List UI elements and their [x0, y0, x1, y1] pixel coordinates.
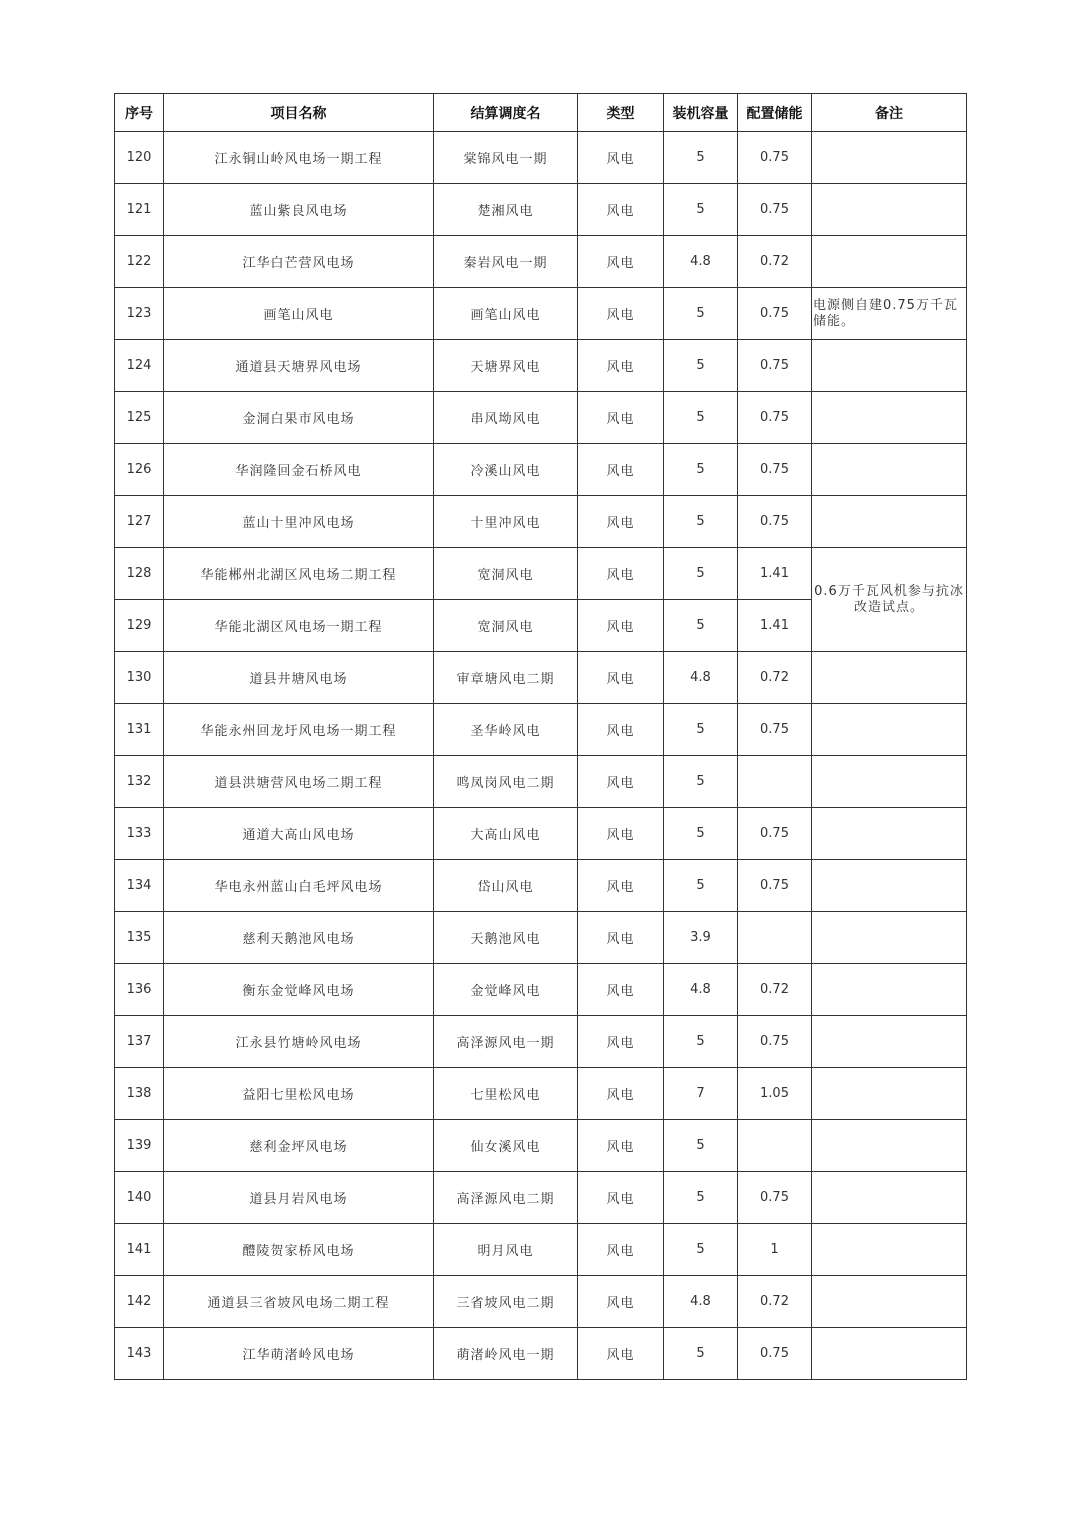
table-row — [115, 184, 967, 236]
project-name: 华润隆回金石桥风电 — [164, 444, 434, 496]
remark-cell — [812, 444, 967, 496]
row-number: 135 — [115, 912, 164, 964]
installed-capacity: 4.8 — [664, 652, 738, 704]
row-number: 123 — [115, 288, 164, 340]
project-type: 风电 — [578, 808, 664, 860]
header-row — [115, 94, 967, 132]
row-number: 133 — [115, 808, 164, 860]
installed-capacity: 5 — [664, 756, 738, 808]
project-name: 江华白芒营风电场 — [164, 236, 434, 288]
dispatch-name: 岱山风电 — [434, 860, 578, 912]
dispatch-name: 楚湘风电 — [434, 184, 578, 236]
header-storage: 配置储能 — [738, 94, 812, 132]
row-number: 139 — [115, 1120, 164, 1172]
dispatch-name: 三省坡风电二期 — [434, 1276, 578, 1328]
installed-capacity: 5 — [664, 600, 738, 652]
dispatch-name: 宽洞风电 — [434, 548, 578, 600]
project-type: 风电 — [578, 756, 664, 808]
dispatch-name: 仙女溪风电 — [434, 1120, 578, 1172]
project-type: 风电 — [578, 704, 664, 756]
table-row — [115, 1276, 967, 1328]
table-row — [115, 444, 967, 496]
installed-capacity: 7 — [664, 1068, 738, 1120]
project-type: 风电 — [578, 1068, 664, 1120]
project-name: 衡东金觉峰风电场 — [164, 964, 434, 1016]
dispatch-name: 大高山风电 — [434, 808, 578, 860]
storage-config — [738, 1120, 812, 1172]
dispatch-name: 明月风电 — [434, 1224, 578, 1276]
row-number: 120 — [115, 132, 164, 184]
row-number: 121 — [115, 184, 164, 236]
table-row — [115, 912, 967, 964]
header-remarks: 备注 — [812, 94, 967, 132]
installed-capacity: 3.9 — [664, 912, 738, 964]
project-type: 风电 — [578, 392, 664, 444]
table-row — [115, 1120, 967, 1172]
table-row — [115, 288, 967, 340]
installed-capacity: 5 — [664, 1120, 738, 1172]
row-number: 141 — [115, 1224, 164, 1276]
table-row — [115, 652, 967, 704]
installed-capacity: 4.8 — [664, 964, 738, 1016]
table-row — [115, 1068, 967, 1120]
storage-config: 1.41 — [738, 600, 812, 652]
row-number: 122 — [115, 236, 164, 288]
installed-capacity: 5 — [664, 184, 738, 236]
row-number: 142 — [115, 1276, 164, 1328]
project-type: 风电 — [578, 1328, 664, 1380]
dispatch-name: 天鹅池风电 — [434, 912, 578, 964]
row-number: 132 — [115, 756, 164, 808]
installed-capacity: 5 — [664, 860, 738, 912]
header-dispatch-name: 结算调度名 — [434, 94, 578, 132]
project-type: 风电 — [578, 652, 664, 704]
row-number: 128 — [115, 548, 164, 600]
project-type: 风电 — [578, 288, 664, 340]
installed-capacity: 5 — [664, 288, 738, 340]
project-name: 慈利天鹅池风电场 — [164, 912, 434, 964]
row-number: 124 — [115, 340, 164, 392]
project-name: 蓝山十里冲风电场 — [164, 496, 434, 548]
table-row — [115, 1172, 967, 1224]
project-type: 风电 — [578, 236, 664, 288]
storage-config: 0.75 — [738, 444, 812, 496]
storage-config: 0.75 — [738, 860, 812, 912]
table-row — [115, 132, 967, 184]
remark-cell — [812, 392, 967, 444]
storage-config: 1.05 — [738, 1068, 812, 1120]
installed-capacity: 4.8 — [664, 236, 738, 288]
remark-cell — [812, 496, 967, 548]
project-type: 风电 — [578, 1276, 664, 1328]
project-name: 华电永州蓝山白毛坪风电场 — [164, 860, 434, 912]
header-no: 序号 — [115, 94, 164, 132]
remark-cell: 电源侧自建0.75万千瓦储能。 — [812, 288, 967, 340]
project-name: 醴陵贺家桥风电场 — [164, 1224, 434, 1276]
project-type: 风电 — [578, 964, 664, 1016]
project-type: 风电 — [578, 1224, 664, 1276]
project-name: 通道大高山风电场 — [164, 808, 434, 860]
remark-cell — [812, 964, 967, 1016]
row-number: 143 — [115, 1328, 164, 1380]
project-type: 风电 — [578, 184, 664, 236]
dispatch-name: 冷溪山风电 — [434, 444, 578, 496]
storage-config: 0.75 — [738, 1328, 812, 1380]
project-type: 风电 — [578, 1120, 664, 1172]
dispatch-name: 天塘界风电 — [434, 340, 578, 392]
dispatch-name: 萌渚岭风电一期 — [434, 1328, 578, 1380]
project-type: 风电 — [578, 548, 664, 600]
project-name: 华能北湖区风电场一期工程 — [164, 600, 434, 652]
row-number: 136 — [115, 964, 164, 1016]
project-type: 风电 — [578, 496, 664, 548]
storage-config: 0.72 — [738, 1276, 812, 1328]
table-row — [115, 1224, 967, 1276]
project-type: 风电 — [578, 912, 664, 964]
project-name: 金洞白果市风电场 — [164, 392, 434, 444]
storage-config — [738, 912, 812, 964]
row-number: 125 — [115, 392, 164, 444]
remark-cell: 0.6万千瓦风机参与抗冰改造试点。 — [812, 548, 967, 652]
row-number: 126 — [115, 444, 164, 496]
storage-config: 0.75 — [738, 1172, 812, 1224]
table-row — [115, 340, 967, 392]
storage-config — [738, 756, 812, 808]
dispatch-name: 金觉峰风电 — [434, 964, 578, 1016]
header-type: 类型 — [578, 94, 664, 132]
project-type: 风电 — [578, 860, 664, 912]
installed-capacity: 5 — [664, 392, 738, 444]
project-name: 蓝山紫良风电场 — [164, 184, 434, 236]
storage-config: 0.72 — [738, 964, 812, 1016]
project-name: 益阳七里松风电场 — [164, 1068, 434, 1120]
project-name: 江永铜山岭风电场一期工程 — [164, 132, 434, 184]
storage-config: 0.75 — [738, 1016, 812, 1068]
dispatch-name: 审章塘风电二期 — [434, 652, 578, 704]
project-name: 通道县三省坡风电场二期工程 — [164, 1276, 434, 1328]
storage-config: 0.75 — [738, 808, 812, 860]
remark-cell — [812, 704, 967, 756]
storage-config: 0.75 — [738, 132, 812, 184]
remark-cell — [812, 652, 967, 704]
dispatch-name: 鸣凤岗风电二期 — [434, 756, 578, 808]
dispatch-name: 画笔山风电 — [434, 288, 578, 340]
installed-capacity: 5 — [664, 132, 738, 184]
project-name: 华能郴州北湖区风电场二期工程 — [164, 548, 434, 600]
dispatch-name: 棠锦风电一期 — [434, 132, 578, 184]
storage-config: 0.75 — [738, 392, 812, 444]
row-number: 129 — [115, 600, 164, 652]
row-number: 134 — [115, 860, 164, 912]
remark-cell — [812, 756, 967, 808]
remark-cell — [812, 1224, 967, 1276]
table-row — [115, 964, 967, 1016]
project-type: 风电 — [578, 1172, 664, 1224]
project-table — [114, 93, 967, 1380]
table-row — [115, 1016, 967, 1068]
row-number: 127 — [115, 496, 164, 548]
project-type: 风电 — [578, 340, 664, 392]
dispatch-name: 七里松风电 — [434, 1068, 578, 1120]
installed-capacity: 5 — [664, 704, 738, 756]
row-number: 131 — [115, 704, 164, 756]
installed-capacity: 5 — [664, 340, 738, 392]
table-row — [115, 860, 967, 912]
project-type: 风电 — [578, 1016, 664, 1068]
installed-capacity: 5 — [664, 444, 738, 496]
table-row — [115, 1328, 967, 1380]
table-row — [115, 548, 967, 600]
installed-capacity: 5 — [664, 1224, 738, 1276]
row-number: 138 — [115, 1068, 164, 1120]
installed-capacity: 5 — [664, 1328, 738, 1380]
project-name: 慈利金坪风电场 — [164, 1120, 434, 1172]
installed-capacity: 5 — [664, 548, 738, 600]
dispatch-name: 圣华岭风电 — [434, 704, 578, 756]
remark-cell — [812, 236, 967, 288]
storage-config: 0.72 — [738, 652, 812, 704]
storage-config: 0.75 — [738, 288, 812, 340]
table-row — [115, 808, 967, 860]
header-capacity: 装机容量 — [664, 94, 738, 132]
row-number: 137 — [115, 1016, 164, 1068]
storage-config: 1.41 — [738, 548, 812, 600]
dispatch-name: 高泽源风电一期 — [434, 1016, 578, 1068]
table-row — [115, 704, 967, 756]
table-row — [115, 392, 967, 444]
project-name: 道县月岩风电场 — [164, 1172, 434, 1224]
remark-cell — [812, 912, 967, 964]
storage-config: 0.72 — [738, 236, 812, 288]
project-name: 通道县天塘界风电场 — [164, 340, 434, 392]
remark-cell — [812, 808, 967, 860]
table-body — [115, 132, 967, 1380]
installed-capacity: 4.8 — [664, 1276, 738, 1328]
project-type: 风电 — [578, 600, 664, 652]
table-row — [115, 496, 967, 548]
installed-capacity: 5 — [664, 1016, 738, 1068]
storage-config: 0.75 — [738, 184, 812, 236]
remark-cell — [812, 1172, 967, 1224]
remark-cell — [812, 1068, 967, 1120]
header-project-name: 项目名称 — [164, 94, 434, 132]
remark-cell — [812, 1016, 967, 1068]
project-name: 江永县竹塘岭风电场 — [164, 1016, 434, 1068]
dispatch-name: 串风坳风电 — [434, 392, 578, 444]
project-name: 道县井塘风电场 — [164, 652, 434, 704]
installed-capacity: 5 — [664, 1172, 738, 1224]
remark-cell — [812, 860, 967, 912]
storage-config: 0.75 — [738, 704, 812, 756]
table-row — [115, 756, 967, 808]
storage-config: 1 — [738, 1224, 812, 1276]
dispatch-name: 宽洞风电 — [434, 600, 578, 652]
remark-cell — [812, 1120, 967, 1172]
project-name: 江华萌渚岭风电场 — [164, 1328, 434, 1380]
project-type: 风电 — [578, 444, 664, 496]
project-name: 华能永州回龙圩风电场一期工程 — [164, 704, 434, 756]
project-name: 画笔山风电 — [164, 288, 434, 340]
installed-capacity: 5 — [664, 496, 738, 548]
storage-config: 0.75 — [738, 496, 812, 548]
storage-config: 0.75 — [738, 340, 812, 392]
project-type: 风电 — [578, 132, 664, 184]
remark-cell — [812, 1276, 967, 1328]
project-name: 道县洪塘营风电场二期工程 — [164, 756, 434, 808]
remark-cell — [812, 184, 967, 236]
dispatch-name: 高泽源风电二期 — [434, 1172, 578, 1224]
table-row — [115, 236, 967, 288]
installed-capacity: 5 — [664, 808, 738, 860]
remark-cell — [812, 132, 967, 184]
dispatch-name: 秦岩风电一期 — [434, 236, 578, 288]
remark-cell — [812, 340, 967, 392]
row-number: 140 — [115, 1172, 164, 1224]
remark-cell — [812, 1328, 967, 1380]
dispatch-name: 十里冲风电 — [434, 496, 578, 548]
row-number: 130 — [115, 652, 164, 704]
